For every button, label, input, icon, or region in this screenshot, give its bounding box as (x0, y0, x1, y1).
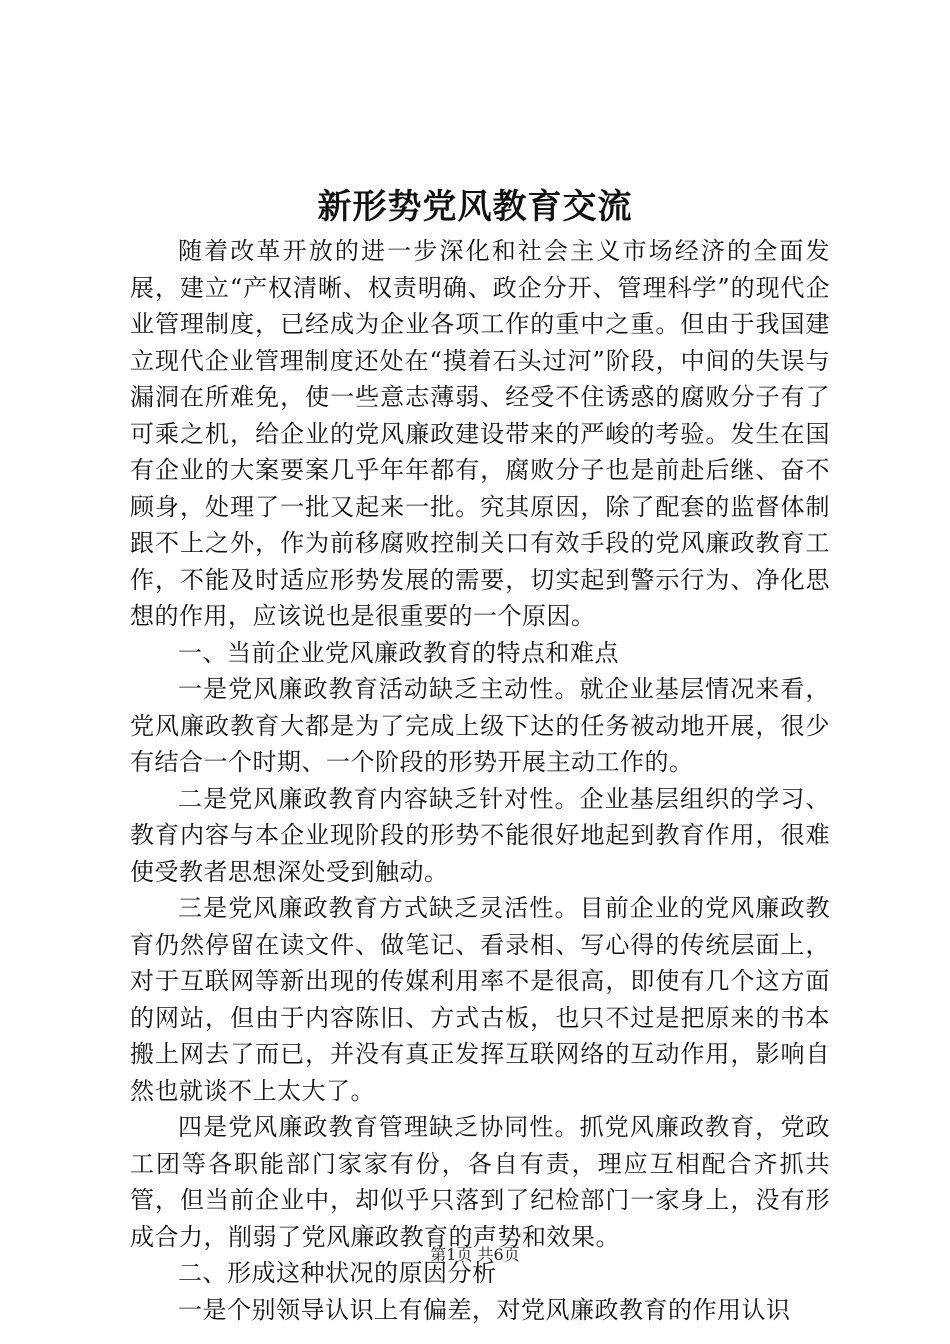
paragraph-point-1: 一是党风廉政教育活动缺乏主动性。就企业基层情况来看，党风廉政教育大都是为了完成上级下达的任务被动地开展，很少有结合一个时期、一个阶段的形势开展主动工作的。 (130, 675, 830, 776)
paragraph-intro: 随着改革开放的进一步深化和社会主义市场经济的全面发展，建立“产权清晰、权责明确、政企分开、管理科学”的现代企业管理制度，已经成为企业各项工作的重中之重。但由于我国建立现代企业管理制度还处在“摸着石头过河”阶段，中间的失误与漏洞在所难免，使一些意志薄弱、经受不住诱惑的腐败分子有了可乘之机，给企业的党风廉政建设带来的严峻的考验。发生在国有企业的大案要案几乎年年都有，腐败分子也是前赴后继、奋不顾身，处理了一批又起来一批。究其原因，除了配套的监督体制跟不上之外，作为前移腐败控制关口有效手段的党风廉政教育工作，不能及时适应形势发展的需要，切实起到警示行为、净化思想的作用，应该说也是很重要的一个原因。 (130, 237, 830, 630)
section-heading-1: 一、当前企业党风廉政教育的特点和难点 (178, 638, 619, 667)
paragraph-point-3: 三是党风廉政教育方式缺乏灵活性。目前企业的党风廉政教育仍然停留在读文件、做笔记、看录相、写心得的传统层面上，对于互联网等新出现的传媒利用率不是很高，即使有几个这方面的网站，但由于内容陈旧、方式古板，也只不过是把原来的书本搬上网去了而已，并没有真正发挥互联网络的互动作用，影响自然也就谈不上太大了。 (130, 894, 830, 1105)
document-title: 新形势党风教育交流 (317, 187, 633, 227)
page-footer: 第1页 共6页 (430, 1245, 520, 1264)
document-body (130, 233, 830, 1328)
paragraph-point-4: 四是党风廉政教育管理缺乏协同性。抓党风廉政教育，党政工团等各职能部门家家有份，各自有责，理应互相配合齐抓共管，但当前企业中，却似乎只落到了纪检部门一家身上，没有形成合力，削弱了党风廉政教育的声势和效果。 (130, 1113, 830, 1251)
paragraph-cause-1: 一是个别领导认识上有偏差，对党风廉政教育的作用认识 (178, 1295, 791, 1324)
paragraph-point-2: 二是党风廉政教育内容缺乏针对性。企业基层组织的学习、教育内容与本企业现阶段的形势不能很好地起到教育作用，很难使受教者思想深处受到触动。 (130, 784, 830, 886)
section-heading-2: 二、形成这种状况的原因分析 (178, 1259, 497, 1287)
